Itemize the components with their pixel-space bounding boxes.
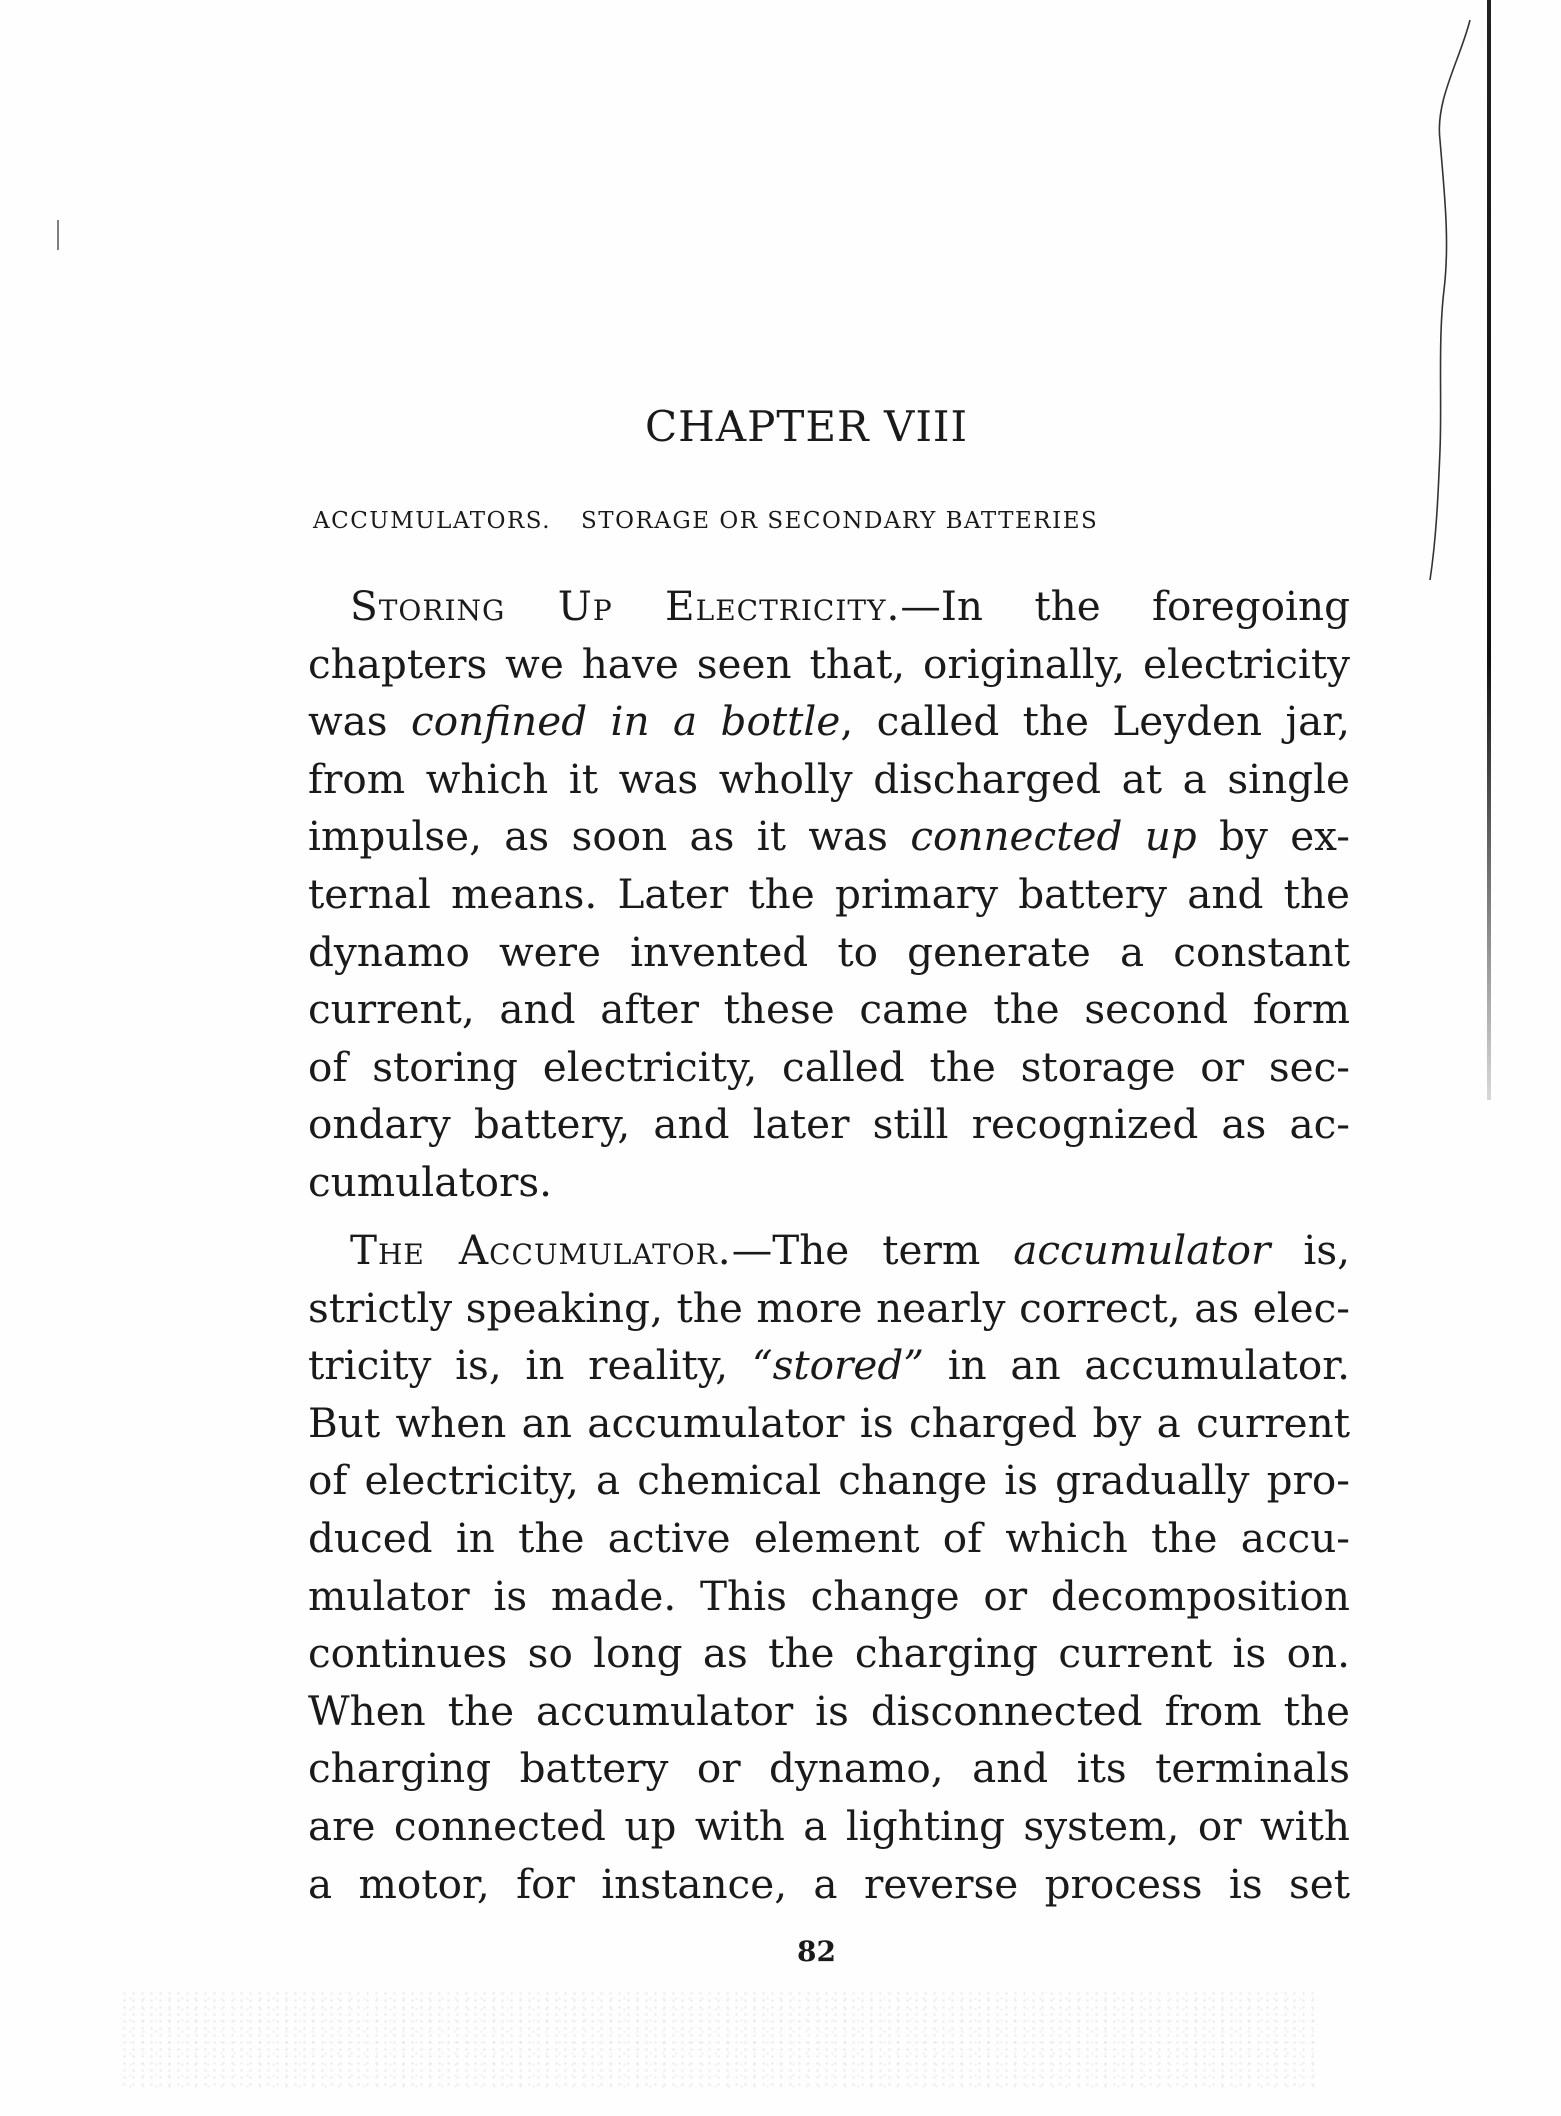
paragraph-line: charging battery or dynamo, and its terminals (308, 1744, 1350, 1793)
paragraph-line: When the accumulator is disconnected from the (308, 1686, 1350, 1735)
margin-mark (55, 220, 61, 260)
paragraph-line: mulator is made. This change or decomposition (308, 1571, 1350, 1620)
page-spine-shadow (1487, 0, 1491, 1100)
paragraph-line: dynamo were invented to generate a constant (308, 927, 1350, 976)
paragraph-line: are connected up with a lighting system, or with (308, 1801, 1350, 1850)
paragraph-line: ternal means. Later the primary battery and the (308, 869, 1350, 918)
paragraph-line: ondary battery, and later still recognized as ac- (308, 1100, 1350, 1149)
run-in-heading: The Accumulator. (350, 1226, 732, 1274)
paragraph-line: duced in the active element of which the accu- (308, 1513, 1350, 1562)
paragraph-line: The Accumulator.—The term accumulator is, (350, 1226, 1351, 1274)
heading-storage-batteries: STORAGE OR SECONDARY BATTERIES (581, 508, 1099, 534)
page-number: 82 (797, 1935, 836, 1968)
paragraph-line: from which it was wholly discharged at a single (308, 754, 1350, 803)
run-in-heading: Storing Up Electricity. (350, 582, 901, 630)
paragraph-line: strictly speaking, the more nearly correct, as elec- (308, 1283, 1350, 1332)
paragraph-storing-up-electricity (308, 578, 1350, 1212)
section-heading (313, 508, 1098, 534)
paragraph-line: of storing electricity, called the storage or sec- (308, 1042, 1350, 1091)
paragraph-line: was confined in a bottle, called the Leyden jar, (308, 697, 1350, 746)
paragraph-line: current, and after these came the second form (308, 985, 1350, 1034)
paragraph-line: tricity is, in reality, “stored” in an accumulator. (308, 1341, 1350, 1390)
scan-speckle (120, 1990, 1320, 2090)
paragraph-line: cumulators. (308, 1157, 553, 1206)
paragraph-line: chapters we have seen that, originally, electricity (308, 639, 1350, 688)
paper-tear-line (1340, 20, 1480, 580)
paragraph-line: continues so long as the charging current is on. (308, 1629, 1350, 1678)
paragraph-line: a motor, for instance, a reverse process is set (308, 1859, 1350, 1908)
paragraph-line: Storing Up Electricity.—In the foregoing (350, 582, 1350, 630)
paragraph-the-accumulator (308, 1222, 1350, 1913)
chapter-title: CHAPTER VIII (645, 402, 969, 451)
paragraph-line: of electricity, a chemical change is gradually pro- (308, 1456, 1350, 1505)
heading-accumulators: ACCUMULATORS. (313, 508, 552, 534)
paragraph-line: But when an accumulator is charged by a current (308, 1398, 1350, 1447)
paragraph-line: impulse, as soon as it was connected up by ex- (308, 812, 1350, 861)
